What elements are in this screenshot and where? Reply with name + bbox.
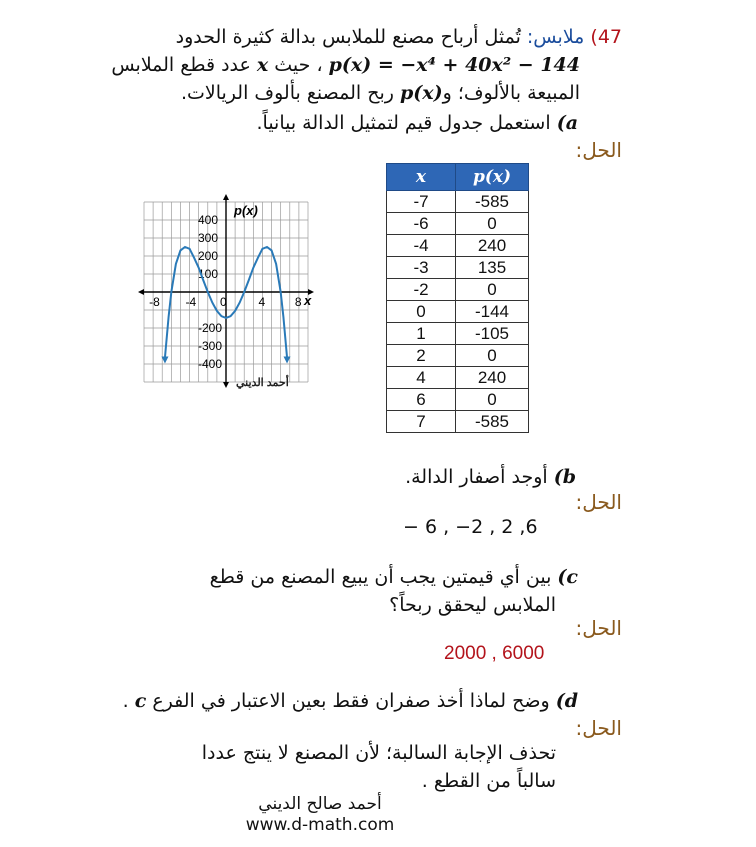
variable-x: x: [256, 54, 269, 76]
problem-text-1: تُمثل أرباح مصنع للملابس بدالة كثيرة الحدود: [175, 26, 521, 48]
table-cell-x: 1: [387, 323, 456, 345]
x-axis-label: x: [304, 293, 312, 308]
table-cell-x: -6: [387, 213, 456, 235]
table-row: [387, 301, 529, 323]
problem-number: 47): [590, 26, 622, 48]
part-b-letter: b): [553, 466, 576, 488]
part-a-solution-label: الحل:: [575, 138, 622, 162]
part-d-text: وضح لماذا أخذ صفران فقط بعين الاعتبار في الفرع: [152, 690, 550, 712]
table-row: [387, 235, 529, 257]
table-cell-px: 0: [456, 345, 529, 367]
problem-text-2b: عدد قطع الملابس: [111, 54, 251, 76]
part-c-solution-label: الحل:: [575, 616, 622, 640]
part-b-text: أوجد أصفار الدالة.: [405, 466, 548, 488]
part-a-letter: a): [556, 112, 578, 134]
variable-px: p(x): [400, 82, 443, 104]
x-tick-label: 8: [294, 295, 302, 309]
problem-text-2a: ، حيث: [274, 54, 323, 76]
graph-watermark: أحمد الديني: [236, 377, 289, 389]
table-cell-x: 7: [387, 411, 456, 433]
problem-topic: ملابس:: [526, 26, 585, 48]
table-cell-x: -7: [387, 191, 456, 213]
table-row: [387, 411, 529, 433]
table-cell-x: -3: [387, 257, 456, 279]
table-cell-px: 240: [456, 235, 529, 257]
problem-text-3b: ربح المصنع بألوف الريالات.: [180, 82, 394, 104]
table-header-row: [387, 164, 529, 191]
table-cell-x: 2: [387, 345, 456, 367]
y-tick-label: 400: [198, 213, 219, 227]
part-d-question: [123, 690, 578, 712]
part-d-answer-1: تحذف الإجابة السالبة؛ لأن المصنع لا ينتج عددا: [201, 742, 556, 764]
y-tick-label: -400: [198, 357, 223, 371]
y-tick-label: 100: [198, 267, 219, 281]
table-row: [387, 279, 529, 301]
x-axis-arrow-left: [138, 289, 144, 295]
y-axis-arrow-up: [223, 194, 229, 200]
y-tick-label: -200: [198, 321, 223, 335]
table-cell-x: 0: [387, 301, 456, 323]
table-cell-px: 135: [456, 257, 529, 279]
y-axis-arrow-down: [223, 382, 229, 388]
table-row: [387, 191, 529, 213]
part-d-letter: d): [555, 690, 578, 712]
footer-author: أحمد صالح الديني: [258, 794, 382, 814]
y-tick-label: -300: [198, 339, 223, 353]
part-a-question: [256, 112, 578, 134]
problem-text-3a: المبيعة بالألوف؛ و: [442, 82, 580, 104]
part-d-answer-2: سالباً من القطع .: [421, 770, 556, 792]
part-c-answer: 2000 , 6000: [444, 643, 545, 664]
table-cell-x: -4: [387, 235, 456, 257]
part-c-text-1: بين أي قيمتين يجب أن يبيع المصنع من قطع: [209, 566, 552, 588]
table-header-x: x: [387, 164, 456, 191]
table-cell-x: -2: [387, 279, 456, 301]
table-row: [387, 389, 529, 411]
table-row: [387, 257, 529, 279]
polynomial-equation: p(x) = −x⁴ + 40x² − 144: [328, 54, 580, 76]
table-row: [387, 213, 529, 235]
table-cell-px: -144: [456, 301, 529, 323]
y-axis-label: p(x): [234, 203, 258, 218]
table-row: [387, 367, 529, 389]
y-tick-label: 200: [198, 249, 219, 263]
problem-line-2: [111, 54, 580, 76]
footer-website[interactable]: www.d-math.com: [245, 815, 395, 835]
table-header-px: p(x): [456, 164, 529, 191]
table-row: [387, 323, 529, 345]
part-c-question-2: الملابس ليحقق ربحاً؟: [389, 594, 556, 616]
table-row: [387, 345, 529, 367]
part-d-solution-label: الحل:: [575, 716, 622, 740]
polynomial-graph: [136, 192, 316, 397]
table-cell-px: -585: [456, 191, 529, 213]
part-b-question: [405, 466, 576, 488]
problem-line-3: [181, 82, 580, 104]
x-tick-label: -8: [149, 295, 160, 309]
table-cell-px: 240: [456, 367, 529, 389]
table-cell-px: -585: [456, 411, 529, 433]
value-table: [386, 163, 529, 433]
part-d-var: c: [134, 690, 147, 712]
x-tick-label: -4: [185, 295, 197, 309]
x-tick-label: 4: [258, 295, 266, 309]
table-cell-x: 4: [387, 367, 456, 389]
x-tick-label: 0: [220, 295, 227, 309]
part-b-solution-label: الحل:: [575, 490, 622, 514]
table-cell-x: 6: [387, 389, 456, 411]
table-cell-px: 0: [456, 213, 529, 235]
part-c-question-1: [210, 566, 578, 588]
y-tick-label: 300: [198, 231, 219, 245]
part-b-answer: − 6 , −2 , 2 ,6: [403, 516, 538, 538]
problem-line-1: [176, 26, 622, 48]
part-c-letter: c): [557, 566, 578, 588]
table-cell-px: 0: [456, 279, 529, 301]
table-cell-px: -105: [456, 323, 529, 345]
part-d-dot: .: [122, 690, 129, 712]
table-cell-px: 0: [456, 389, 529, 411]
part-a-text: استعمل جدول قيم لتمثيل الدالة بيانياً.: [256, 112, 551, 134]
